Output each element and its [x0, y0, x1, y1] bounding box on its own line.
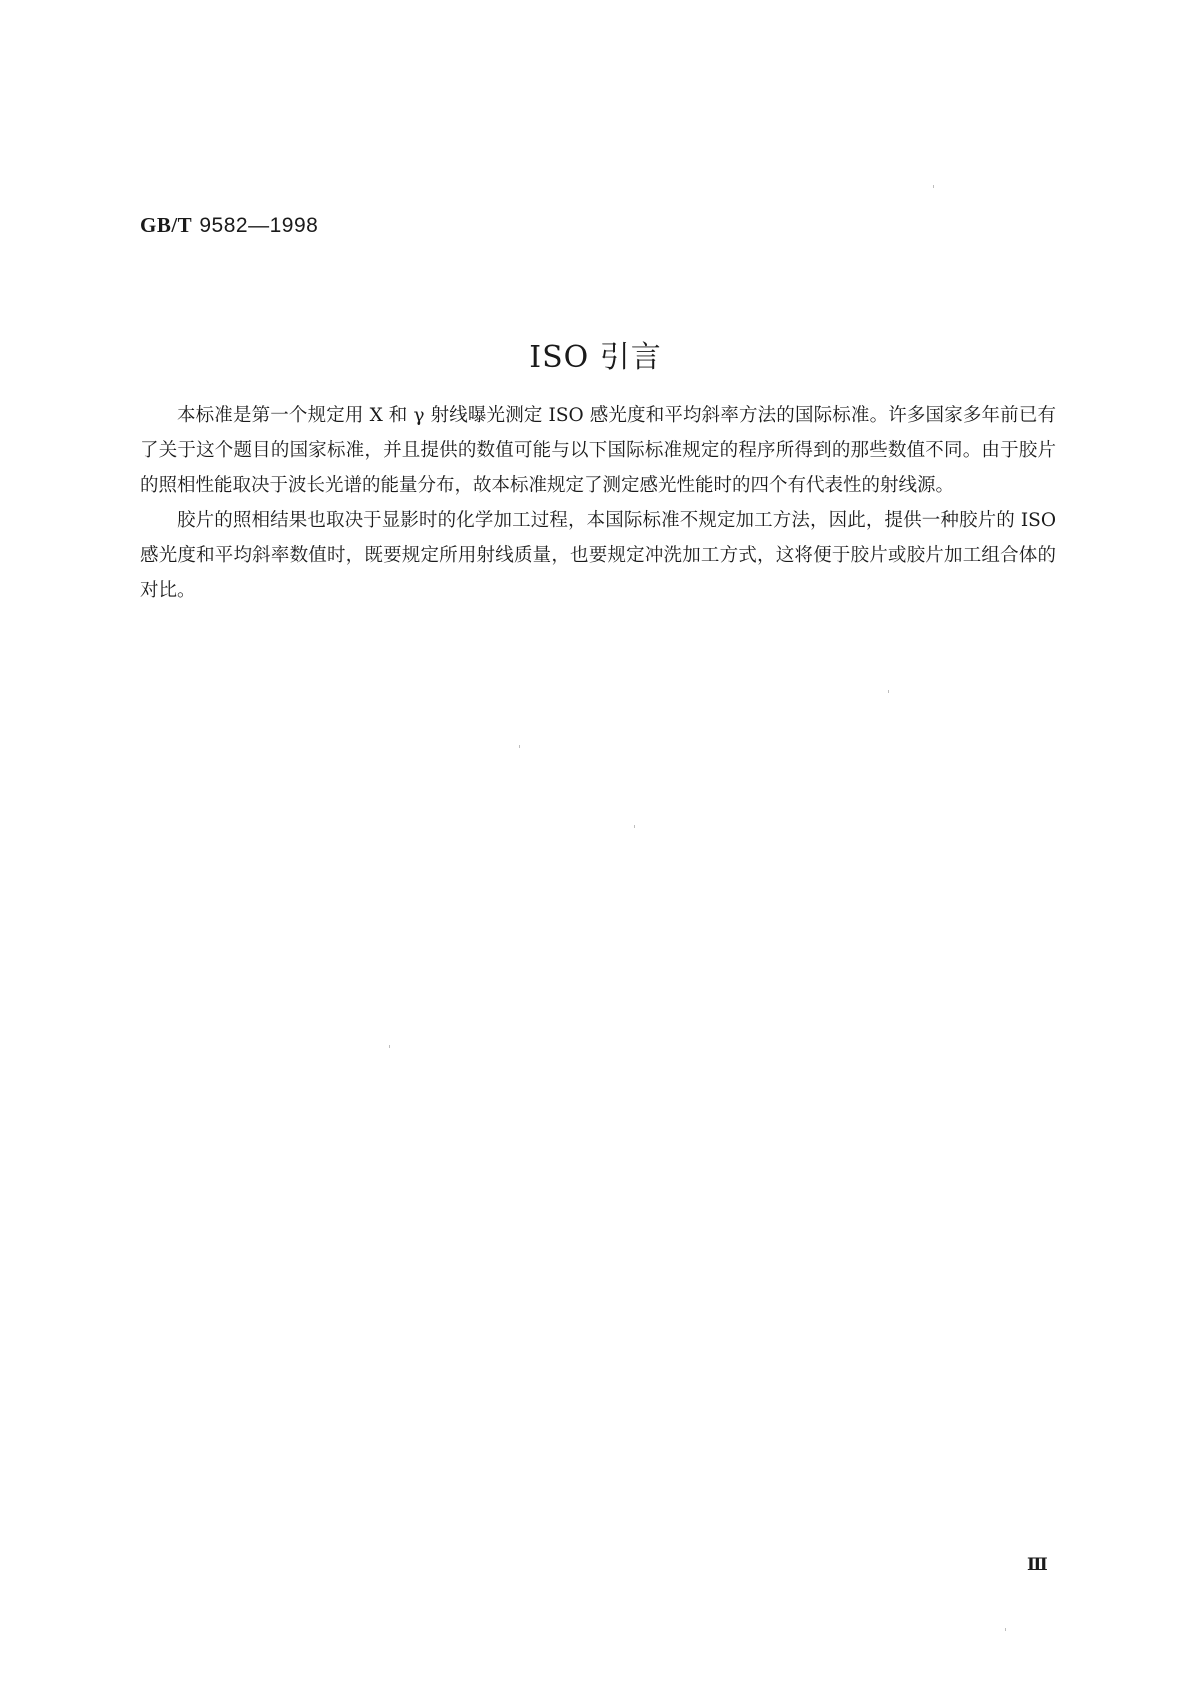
standard-code: [140, 213, 318, 238]
scan-speck: [933, 185, 934, 188]
page-number: Ⅲ: [1027, 1555, 1048, 1575]
scan-speck: [519, 745, 520, 748]
scan-speck: [634, 825, 635, 828]
scan-speck: [888, 690, 889, 693]
paragraph-2: 胶片的照相结果也取决于显影时的化学加工过程，本国际标准不规定加工方法，因此，提供一种胶片的 ISO 感光度和平均斜率数值时，既要规定所用射线质量，也要规定冲洗加工方式，这将便于胶片或胶片加工组合体的对比。: [140, 510, 1056, 601]
scan-speck: [389, 1045, 390, 1048]
paragraph-1: 本标准是第一个规定用 X 和 γ 射线曝光测定 ISO 感光度和平均斜率方法的国际标准。许多国家多年前已有了关于这个题目的国家标准，并且提供的数值可能与以下国际标准规定的程序所得到的那些数值不同。由于胶片的照相性能取决于波长光谱的能量分布，故本标准规定了测定感光性能时的四个有代表性的射线源。: [140, 405, 1056, 496]
scan-speck: [1005, 1628, 1006, 1631]
document-body: [140, 398, 1056, 608]
standard-prefix: GB/T: [140, 213, 193, 237]
standard-number: 9582—1998: [199, 214, 319, 237]
page-title: ISO 引言: [529, 340, 662, 375]
